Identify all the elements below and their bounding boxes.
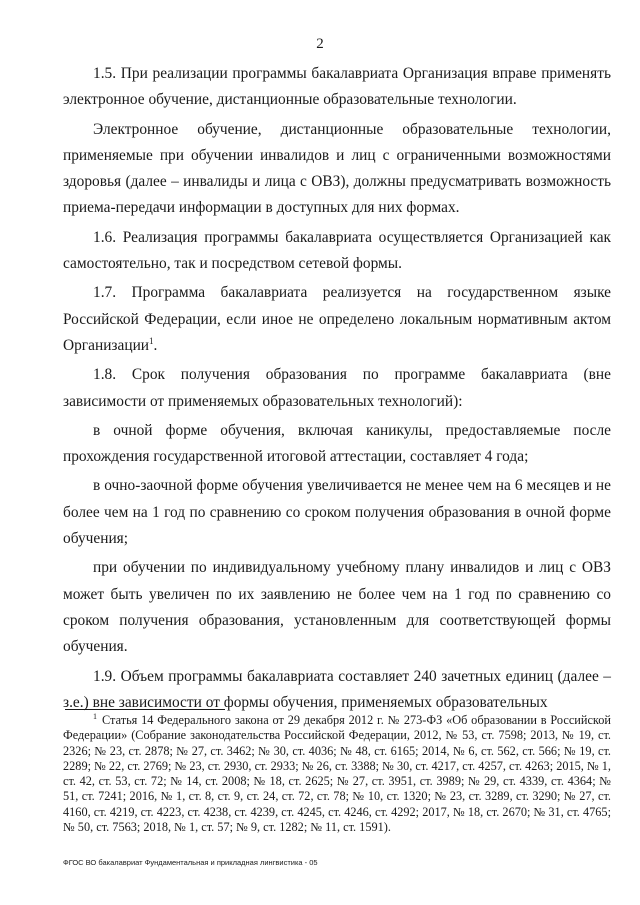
page-number: 2	[316, 36, 324, 52]
main-text	[63, 61, 611, 716]
paragraph-1-8: 1.8. Срок получения образования по программе бакалавриата (вне зависимости от применяемых образовательных технологий):	[63, 366, 611, 410]
paragraph-full-time: в очной форме обучения, включая каникулы, предоставляемые после прохождения государственной итоговой аттестации, составляет 4 года;	[63, 421, 611, 466]
paragraph-part-time: в очно-заочной форме обучения увеличивается не менее чем на 6 месяцев и не более чем на 1 год по сравнению со сроком получения образования в очной форме обучения;	[63, 477, 611, 548]
paragraph-1-9: 1.9. Объем программы бакалавриата составляет 240 зачетных единиц (далее – з.е.) вне зависимости от формы обучения, применяемых образовательных	[63, 667, 611, 711]
paragraph-e-learning: Электронное обучение, дистанционные образовательные технологии, применяемые при обучении инвалидов и лиц с ограниченными возможностями здоровья (далее – инвалиды и лица с ОВЗ), должны предусматривать возможность приема-передачи информации в доступных для них формах.	[63, 120, 611, 217]
paragraph-1-5: 1.5. При реализации программы бакалавриата Организация вправе применять электронное обучение, дистанционные образовательные технологии.	[63, 65, 611, 109]
document-footer: ФГОС ВО бакалавриат Фундаментальная и прикладная лингвистика - 05	[63, 858, 318, 867]
paragraph-1-7-text: 1.7. Программа бакалавриата реализуется на государственном языке Российской Федерации, если иное не определено локальным нормативным актом Организации	[63, 284, 611, 354]
footnote-reference: 1	[149, 335, 154, 346]
footnote-text: Статья 14 Федерального закона от 29 декабря 2012 г. № 273-ФЗ «Об образовании в Российской Федерации» (Собрание законодательства Российской Федерации, 2012, № 53, ст. 7598; 2013, № 19, ст. 2326; № 23, ст. 2878; № 27, ст. 3462; № 30, ст. 4036; № 48, ст. 6165; 2014, № 6, ст. 562, ст. 566; № 19, ст. 2289; № 22, ст. 2769; № 23, ст. 2930, ст. 2933; № 26, ст. 3388; № 30, ст. 4217, ст. 4257, ст. 4263; 2015, № 1, ст. 42, ст. 53, ст. 72; № 14, ст. 2008; № 18, ст. 2625; № 27, ст. 3951, ст. 3989; № 29, ст. 4339, ст. 4364; № 51, ст. 7241; 2016, № 1, ст. 8, ст. 9, ст. 24, ст. 72, ст. 78; № 10, ст. 1320; № 23, ст. 3289, ст. 3290; № 27, ст. 4160, ст. 4219, ст. 4223, ст. 4238, ст. 4239, ст. 4245, ст. 4246, ст. 4292; 2017, № 18, ст. 2670; № 31, ст. 4765; № 50, ст. 7563; 2018, № 1, ст. 57; № 9, ст. 1282; № 11, ст. 1591).	[63, 713, 611, 835]
paragraph-individual-plan: при обучении по индивидуальному учебному плану инвалидов и лиц с ОВЗ может быть увеличен по их заявлению не более чем на 1 год по сравнению со сроком получения образования, установленным для соответствующей формы обучения.	[63, 559, 611, 656]
paragraph-1-6: 1.6. Реализация программы бакалавриата осуществляется Организацией как самостоятельно, так и посредством сетевой формы.	[63, 228, 611, 273]
footnote-marker: 1	[93, 711, 97, 721]
footnote-divider	[65, 709, 225, 710]
paragraph-1-7: 1.7. Программа бакалавриата реализуется на государственном языке Российской Федерации, если иное не определено локальным нормативным актом Организации$^1$.	[63, 284, 611, 354]
footnote	[63, 713, 611, 835]
